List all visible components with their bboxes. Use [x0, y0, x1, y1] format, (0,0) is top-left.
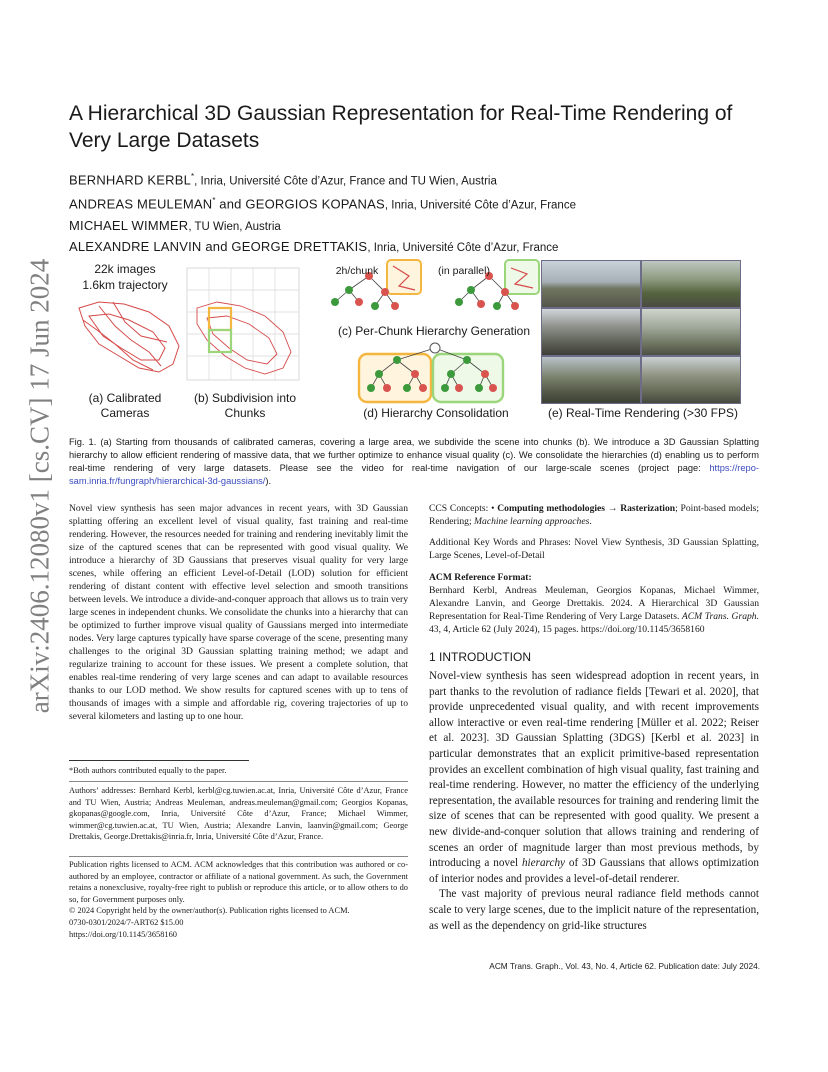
render-photo — [541, 356, 641, 404]
acm-ref-end: 43, 4, Article 62 (July 2024), 15 pages. https://doi.org/10.1145/3658160 — [429, 624, 705, 635]
intro-paragraph-2: The vast majority of previous neural radiance field methods cannot scale to very large scenes, due to the implicit nature of the representation, as well as the dependency on grid-like structures — [429, 888, 759, 932]
equal-contribution-footnote: *Both authors contributed equally to the paper. — [69, 766, 227, 775]
render-photo — [541, 260, 641, 308]
consolidated-hierarchy-d — [359, 343, 503, 402]
publication-rights — [69, 859, 408, 940]
author-sup: * — [191, 172, 195, 181]
author-block — [69, 167, 769, 258]
author-line — [69, 237, 769, 258]
author-affiliation: , TU Wien, Austria — [188, 220, 281, 233]
fig-label-b-line1: (b) Subdivision into — [193, 391, 297, 405]
fig-label-b-line2: Chunks — [224, 406, 266, 420]
render-photo — [541, 308, 641, 356]
intro-paragraph-1 — [429, 669, 759, 887]
caption-text: Fig. 1. (a) Starting from thousands of calibrated cameras, covering a large area, we subdivide the scene into chunks (b). We introduce a 3D Gaussian Splatting hierarchy to allow efficient rendering of massive data, that we further optimize to enhance visual quality (c). We consolidate the hierarchies (d) enabling us to perform real-time rendering of very large datasets. Please see the video for real-time navigation of our large-scale scenes (project page: — [69, 437, 759, 473]
intro-italic: hierarchy — [521, 857, 566, 870]
title-line-2: Very Large Datasets — [69, 129, 260, 152]
author-affiliation: , Inria, Université Côte d’Azur, France and TU Wien, Austria — [194, 175, 497, 188]
ccs-concepts — [429, 502, 759, 528]
fig-label-d: (d) Hierarchy Consolidation — [363, 406, 509, 420]
ccs-rest: ; Point-based models; Rendering; — [429, 503, 760, 527]
acm-reference — [429, 584, 759, 636]
teaser-figure — [69, 256, 759, 426]
render-photo — [641, 308, 741, 356]
fig-label-images: 22k images — [94, 262, 156, 276]
acm-ref-heading: ACM Reference Format: — [429, 572, 532, 583]
arxiv-id-text: arXiv:2406.12080v1 [cs.CV] 17 Jun 2024 — [24, 258, 55, 714]
fig-label-a-line2: Cameras — [100, 406, 150, 420]
section-heading-introduction: 1 INTRODUCTION — [429, 650, 531, 664]
intro-text: of 3D Gaussians that allows optimization of interior nodes and provides a level-of-detail renderer. — [429, 857, 759, 885]
figure-caption — [69, 436, 759, 488]
ccs-bold: Computing methodologies → Rasterization — [497, 503, 676, 514]
right-column — [429, 502, 759, 934]
author-affiliation: , Inria, Université Côte d’Azur, France — [384, 199, 576, 212]
camera-trajectory-a — [79, 302, 179, 372]
fig-label-e: (e) Real-Time Rendering (>30 FPS) — [548, 406, 738, 420]
chunk-grid-b — [187, 268, 299, 380]
ccs-label: CCS Concepts: • — [429, 503, 498, 514]
issn-line: 0730-0301/2024/7-ART62 $15.00 — [69, 917, 184, 927]
acm-ref-text: Bernhard Kerbl, Andreas Meuleman, Georgios Kopanas, Michael Wimmer, Alexandre Lanvin, and George Drettakis. 2024. A Hierarchical 3D Gaussian Representation for Real-Time Rendering of Very Large Datasets. — [429, 585, 759, 622]
fig-label-c: (c) Per-Chunk Hierarchy Generation — [337, 324, 531, 338]
divider — [69, 856, 408, 857]
divider — [69, 781, 408, 782]
caption-end: ). — [265, 476, 272, 486]
fig-label-trajectory: 1.6km trajectory — [82, 278, 168, 292]
ccs-end: . — [589, 516, 592, 527]
acm-ref-journal: ACM Trans. Graph. — [681, 611, 759, 622]
render-photo — [641, 260, 741, 308]
author-names: MICHAEL WIMMER — [69, 217, 189, 233]
ccs-italic: Machine learning approaches — [474, 516, 590, 527]
copyright-line: © 2024 Copyright held by the owner/author(s). Publication rights licensed to ACM. — [69, 906, 350, 916]
arxiv-side-identifier — [20, 258, 60, 714]
rights-statement: Publication rights licensed to ACM. ACM acknowledges that this contribution was authored or co-authored by an employee, contractor or affiliate of a national government. As such, the Government retains a nonexclusive, royalty-free right to publish or reproduce this article, or to allow others to do so, for Government purposes only. — [69, 860, 408, 904]
author-sup: * — [212, 196, 216, 206]
author-addresses: Authors’ addresses: Bernhard Kerbl, kerbl@cg.tuwien.ac.at, Inria, Université Côte d’Azur, France and TU Wien, Austria; Andreas Meuleman, andreas.meuleman@gmail.com; Georgios Kopanas, gkopanas@google.com, Inria, Université Côte d’Azur, France; Michael Wimmer, wimmer@cg.tuwien.ac.at, TU Wien, Austria; Alexandre Lanvin, laanvin@gmail.com; George Drettakis, George.Drettakis@inria.fr, Inria, Université Côte d’Azur, France. — [69, 786, 408, 842]
fig-label-time-per-chunk: 2h/chunk — [335, 265, 379, 277]
author-names: BERNHARD KERBL — [69, 172, 191, 188]
author-line — [69, 216, 769, 237]
author-names: and GEORGIOS KOPANAS — [215, 196, 385, 212]
abstract: Novel view synthesis has seen major advances in recent years, with 3D Gaussian splatting offering an excellent level of visual quality, fast training and real-time rendering. However, the resources needed for training and rendering inevitably limit the size of the captured scenes that can be represented with good visual quality. We introduce a hierarchy of 3D Gaussians that preserves visual quality for very large scenes, while offering an efficient Level-of-Detail (LOD) solution for efficient rendering of distant content with effective level selection and smooth transitions between levels. We introduce a divide-and-conquer approach that allows us to train very large scenes in independent chunks. We consolidate the chunks into a hierarchy that can be optimized to further improve visual quality of Gaussians merged into intermediate nodes. Very large captures typically have sparse coverage of the scene, presenting many challenges to the original 3D Gaussian splatting training method; we adapt and regularize training to account for these issues. We present a complete solution, that enables real-time rendering of very large scenes and can adapt to available resources thanks to our LOD method. We show results for captured scenes with up to tens of thousands of images with a simple and affordable rig, covering trajectories of up to several kilometers and lasting up to one hour. — [69, 503, 408, 722]
title-line-1: A Hierarchical 3D Gaussian Representation for Real-Time Rendering of — [69, 102, 733, 125]
render-photo — [641, 356, 741, 404]
author-line — [69, 167, 769, 191]
author-names: ALEXANDRE LANVIN and GEORGE DRETTAKIS — [69, 238, 368, 254]
project-page-link[interactable]: https://repo-sam.inria.fr/fungraph/hierarchical-3d-gaussians/ — [69, 463, 759, 486]
footnote-rule — [69, 760, 249, 761]
intro-text: Novel-view synthesis has seen widespread adoption in recent years, in part thanks to the revolution of radiance fields [Tewari et al. 2020], that provide unprecedented visual quality, and with recent improvements allow interactive or even real-time rendering [Müller et al. 2022; Reiser et al. 2023]. 3D Gaussian Splatting (3DGS) [Kerbl et al. 2023] in particular demonstrates that an explicit primitive-based representation provides an excellent combination of high visual quality, fast training and real-time rendering. However, no matter the efficiency of the underlying representation, the available resources for training and rendering limit the size of scenes that can be represented with good quality. We present a new divide-and-conquer solution that allows training and rendering of scenes an order of magnitude larger than most previous methods, by introducing a novel — [429, 670, 759, 870]
author-affiliation: , Inria, Université Côte d’Azur, France — [367, 241, 559, 254]
author-line — [69, 191, 769, 215]
fig-label-a-line1: (a) Calibrated — [88, 391, 162, 405]
page-footer: ACM Trans. Graph., Vol. 43, No. 4, Article 62. Publication date: July 2024. — [489, 961, 760, 971]
doi-line: https://doi.org/10.1145/3658160 — [69, 929, 177, 939]
fig-label-parallel: (in parallel) — [438, 265, 490, 277]
keywords: Additional Key Words and Phrases: Novel View Synthesis, 3D Gaussian Splatting, Large Scenes, Level-of-Detail — [429, 537, 759, 561]
paper-title — [69, 100, 769, 154]
author-names: ANDREAS MEULEMAN — [69, 196, 213, 212]
